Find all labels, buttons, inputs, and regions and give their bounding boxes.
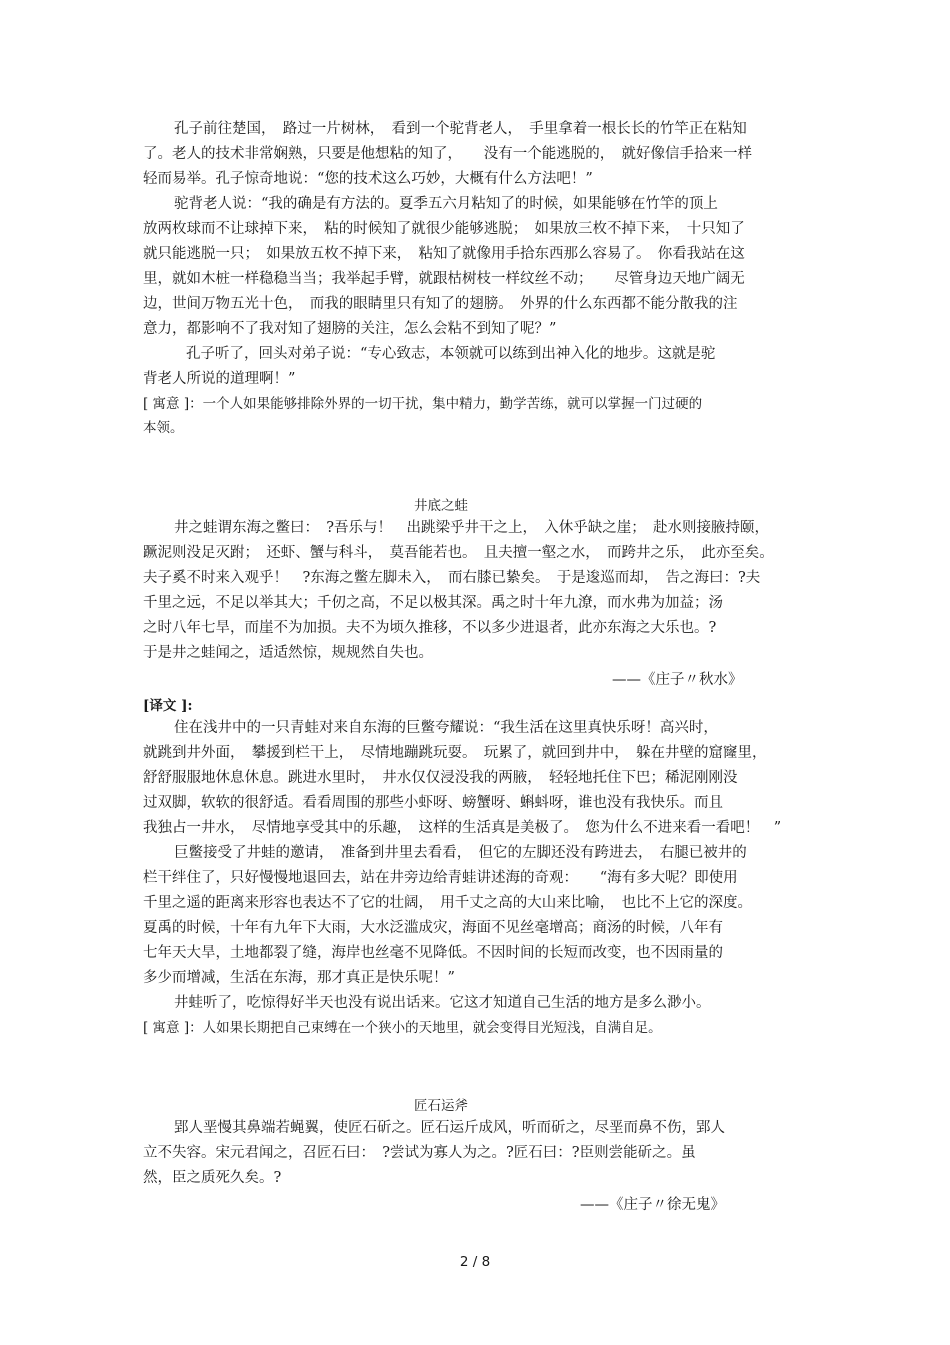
text-line: 蹶泥则没足灭跗； 还虾、蟹与科斗， 莫吾能若也。 且夫擅一壑之水， 而跨井之乐， 此亦至矣。 [143, 545, 774, 561]
translation-label: [译文 ]: [143, 698, 193, 714]
text-line: 住在浅井中的一只青蛙对来自东海的巨鳖夸耀说：“我生活在这里真快乐呀！高兴时， [174, 720, 718, 736]
text-line: 多少而增减，生活在东海，那才真正是快乐呢！” [143, 970, 455, 986]
text-line: 孔子听了，回头对弟子说：“专心致志，本领就可以练到出神入化的地步。这就是驼 [186, 346, 716, 362]
text-line: 背老人所说的道理啊！” [143, 371, 296, 387]
text-line: 意力，都影响不了我对知了翅膀的关注，怎么会粘不到知了呢？” [143, 321, 557, 337]
text-line: 边，世间万物五光十色， 而我的眼睛里只有知了的翅膀。 外界的什么东西都不能分散我的注 [143, 296, 738, 312]
text-line: 栏干绊住了，只好慢慢地退回去，站在井旁边给青蛙讲述海的奇观： “海有多大呢？即使用 [143, 870, 738, 886]
text-line: 千里之遥的距离来形容也表达不了它的壮阔， 用千丈之高的大山来比喻， 也比不上它的深度。 [143, 895, 752, 911]
text-line: 放两枚球而不让球掉下来， 粘的时候知了就很少能够逃脱； 如果放三枚不掉下来， 十只知了 [143, 221, 745, 237]
page-number: 2 / 8 [459, 1254, 491, 1270]
text-line: 过双脚，软软的很舒适。看看周围的那些小虾呀、螃蟹呀、蝌蚪呀，谁也没有我快乐。而且 [143, 795, 723, 811]
text-line: 七年天大旱，土地都裂了缝，海岸也丝毫不见降低。不因时间的长短而改变，也不因雨量的 [143, 945, 723, 961]
text-line: 轻而易举。孔子惊奇地说：“您的技术这么巧妙，大概有什么方法吧！” [143, 171, 593, 187]
text-line: 郢人垩慢其鼻端若蝇翼，使匠石斫之。匠石运斤成风，听而斫之，尽垩而鼻不伤，郢人 [174, 1120, 725, 1136]
text-line: 舒舒服服地休息休息。跳进水里时， 井水仅仅浸没我的两腋， 轻轻地托住下巴；稀泥刚刚没 [143, 770, 738, 786]
text-line: 就只能逃脱一只； 如果放五枚不掉下来， 粘知了就像用手拾东西那么容易了。 你看我站在这 [143, 246, 745, 262]
text-line: 巨鳖接受了井蛙的邀请， 准备到井里去看看， 但它的左脚还没有跨进去， 右腿已被井的 [174, 845, 747, 861]
text-line: 夫子奚不时来入观乎！ ?东海之鳖左脚未入， 而右膝已絷矣。 于是逡巡而却， 告之海曰：?夫 [143, 570, 761, 586]
text-line: 我独占一井水， 尽情地享受其中的乐趣， 这样的生活真是美极了。 您为什么不进来看一看吧！ ” [143, 820, 782, 836]
moral-line: [ 寓意 ]：一个人如果能够排除外界的一切干扰，集中精力，勤学苦练，就可以掌握一门过硬的 [143, 396, 703, 412]
moral-line: [ 寓意 ]：人如果长期把自己束缚在一个狭小的天地里，就会变得目光短浅，自满自足。 [143, 1020, 662, 1036]
text-line: 驼背老人说：“我的确是有方法的。夏季五六月粘知了的时候，如果能够在竹竿的顶上 [174, 196, 718, 212]
text-line: 井之蛙谓东海之鳖曰： ?吾乐与！ 出跳梁乎井干之上， 入休乎缺之崖； 赴水则接腋持颐， [174, 520, 770, 536]
text-line: 了。老人的技术非常娴熟，只要是他想粘的知了， 没有一个能逃脱的， 就好像信手拾来一样 [143, 146, 752, 162]
text-line: 井蛙听了，吃惊得好半天也没有说出话来。它这才知道自己生活的地方是多么渺小。 [174, 995, 711, 1011]
story3-title: 匠石运斧 [414, 1098, 468, 1114]
story3-source: ——《庄子〃徐无鬼》 [580, 1197, 725, 1213]
moral-line: 本领。 [143, 420, 184, 436]
text-line: 夏禹的时候，十年有九年下大雨，大水泛滥成灾，海面不见丝毫增高；商汤的时候，八年有 [143, 920, 723, 936]
text-line: 里，就如木桩一样稳稳当当；我举起手臂，就跟枯树枝一样纹丝不动； 尽管身边天地广阔无 [143, 271, 745, 287]
text-line: 立不失容。宋元君闻之，召匠石曰： ?尝试为寡人为之。?匠石曰：?臣则尝能斫之。虽 [143, 1145, 696, 1161]
text-line: 就跳到井外面， 攀援到栏干上， 尽情地蹦跳玩耍。 玩累了，就回到井中， 躲在井壁的窟窿里， [143, 745, 767, 761]
story2-title: 井底之蛙 [414, 498, 468, 514]
story2-source: ——《庄子〃秋水》 [612, 672, 743, 688]
text-line: 之时八年七旱，而崖不为加损。夫不为顷久推移，不以多少进退者，此亦东海之大乐也。? [143, 620, 717, 636]
text-line: 然，臣之质死久矣。? [143, 1170, 282, 1186]
text-line: 孔子前往楚国， 路过一片树林， 看到一个驼背老人， 手里拿着一根长长的竹竿正在粘知 [174, 121, 747, 137]
text-line: 于是井之蛙闻之，适适然惊，规规然自失也。 [143, 645, 433, 661]
text-line: 千里之远，不足以举其大；千仞之高，不足以极其深。禹之时十年九潦，而水弗为加益；汤 [143, 595, 723, 611]
